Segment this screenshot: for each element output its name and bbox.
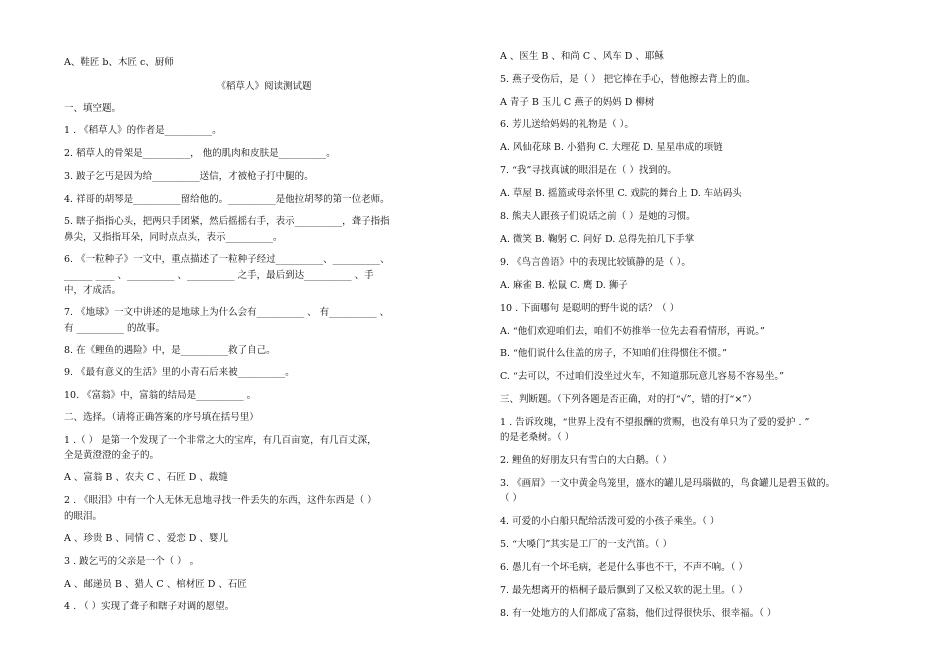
question-line: 3. 《画眉》一文中黄金鸟笼里，盛水的罐儿是玛瑙做的，鸟食罐儿是碧玉做的。 — [500, 478, 836, 489]
option-line: C. “去可以，不过咱们没坐过火车，不知道那玩意儿容易不容易坐。” — [500, 371, 784, 382]
question-line: 的眼泪。 — [64, 511, 103, 522]
question-line: 10. 《富翁》中，富翁的结局是__________ 。 — [64, 390, 257, 401]
option-line: A. 草屋 B. 摇篮或母亲怀里 C. 戏院的舞台上 D. 车站码头 — [500, 188, 742, 199]
question-line: 7. “我”寻找真诚的眼泪是在（ ）找到的。 — [500, 165, 677, 176]
option-line: A 、珍贵 B 、同情 C 、爱恋 D 、婴儿 — [64, 533, 228, 544]
question-line: 4. 可爱的小白船只配给活泼可爱的小孩子乘坐。（ ） — [500, 516, 720, 527]
question-line: 有 __________ 的故事。 — [64, 323, 166, 334]
question-line: 5. “大嗓门”其实是工厂的一支汽笛。（ ） — [500, 539, 673, 550]
question-line: 7. 最先想离开的梧桐子最后飘到了又松又软的泥土里。（ ） — [500, 585, 748, 596]
option-line: A 、医生 B 、和尚 C 、风车 D 、耶稣 — [500, 51, 664, 62]
question-line: 2. 鲤鱼的好朋友只有雪白的大白鹅。（ ） — [500, 455, 672, 466]
question-line: 9. 《最有意义的生活》里的小青石后来被__________。 — [64, 367, 295, 378]
question-line: 的是老桑树。（ ） — [500, 432, 575, 443]
question-line: 鼻尖，又指指耳朵，同时点点头，表示__________。 — [64, 232, 283, 243]
question-line: 6. 芳儿送给妈妈的礼物是（ ）。 — [500, 119, 634, 130]
question-line: 8. 有一处地方的人们都成了富翁，他们过得很快乐、很幸福。（ ） — [500, 608, 777, 619]
option-line: A. “他们欢迎咱们去，咱们不妨推举一位先去看看情形，再说。” — [500, 326, 765, 337]
option-line: A. 风仙花球 B. 小猎狗 C. 大理花 D. 星星串成的项链 — [500, 142, 723, 153]
question-line: 3. 跛子乞丐是因为给__________送信，才被枪子打中腿的。 — [64, 171, 314, 182]
section-heading: 一、填空题。 — [64, 103, 122, 114]
question-line: 6. 《一粒种子》一文中，重点描述了一粒种子经过__________、__________、 — [64, 254, 390, 265]
option-line: A 青子 B 玉儿 C 燕子的妈妈 D 柳树 — [500, 97, 655, 108]
question-line: 3 . 跛乞丐的父亲是一个（ ） 。 — [64, 556, 200, 567]
question-line: ______ ____ 、__________ 、__________ 之手，最后到达__________ 、手 — [64, 270, 374, 281]
question-line: 1 . 告诉玫瑰，“世界上没有不望报酬的赏赐，也没有单只为了爱的爱护 . ” — [500, 417, 810, 428]
section-heading: 二、选择。（请将正确答案的序号填在括号里） — [64, 412, 259, 423]
page-title: 《稻草人》阅读测试题 — [216, 81, 312, 92]
question-line: 7. 《地球》一文中讲述的是地球上为什么会有__________ 、 有__________ 、 — [64, 307, 390, 318]
question-line: 5. 燕子受伤后，是（ ） 把它捧在手心，替他擦去背上的血。 — [500, 74, 756, 85]
question-line: 6. 愚儿有一个坏毛病，老是什么事也不干，不声不响。（ ） — [500, 562, 748, 573]
question-line: 8. 在《鲤鱼的遇险》中，是__________救了自己。 — [64, 345, 276, 356]
question-line: 2. 稻草人的骨架是__________， 他的肌肉和皮肤是__________。 — [64, 148, 336, 159]
question-line: （ ） — [500, 493, 523, 504]
text-line: A、鞋匠 b、木匠 c、厨师 — [64, 57, 174, 68]
question-line: 中，才成活。 — [64, 285, 122, 296]
question-line: 1 .（ ） 是第一个发现了一个非常之大的宝库，有几百亩宽，有几百丈深， — [64, 435, 377, 446]
question-line: 10 . 下面哪句 是聪明的野牛说的话？（ ） — [500, 303, 680, 314]
question-line: 1 . 《稻草人》的作者是__________。 — [64, 125, 222, 136]
option-line: A 、富翁 B 、农夫 C 、石匠 D 、裁缝 — [64, 472, 228, 483]
section-heading: 三、判断题。（下列各题是否正确，对的打“√”，错的打“×”） — [500, 394, 757, 405]
option-line: A 、邮递员 B 、猎人 C 、棺材匠 D 、石匠 — [64, 579, 247, 590]
question-line: 9. 《鸟言兽语》中的表现比较镇静的是（ ）。 — [500, 257, 691, 268]
question-line: 全是黄澄澄的金子的。 — [64, 450, 160, 461]
question-line: 2 . 《眼泪》中有一个人无休无息地寻找一件丢失的东西，这件东西是（ ） — [64, 495, 377, 506]
question-line: 5. 瞎子指指心头，把两只手团紧，然后摇摇右手，表示__________，聋子指指 — [64, 216, 390, 227]
option-line: B. “他们说什么住盖的房子，不知咱们住得惯住不惯。” — [500, 348, 727, 359]
option-line: A. 微笑 B. 鞠躬 C. 问好 D. 总得先拍几下手掌 — [500, 234, 695, 245]
option-line: A. 麻雀 B. 松鼠 C. 鹰 D. 狮子 — [500, 280, 628, 291]
question-line: 4. 祥哥的胡琴是__________留给他的。__________是他拉胡琴的第一位老师。 — [64, 194, 390, 205]
question-line: 4 . （ ）实现了聋子和瞎子对调的愿望。 — [64, 601, 235, 612]
question-line: 8. 熊夫人跟孩子们说话之前（ ）是她的习惯。 — [500, 211, 696, 222]
